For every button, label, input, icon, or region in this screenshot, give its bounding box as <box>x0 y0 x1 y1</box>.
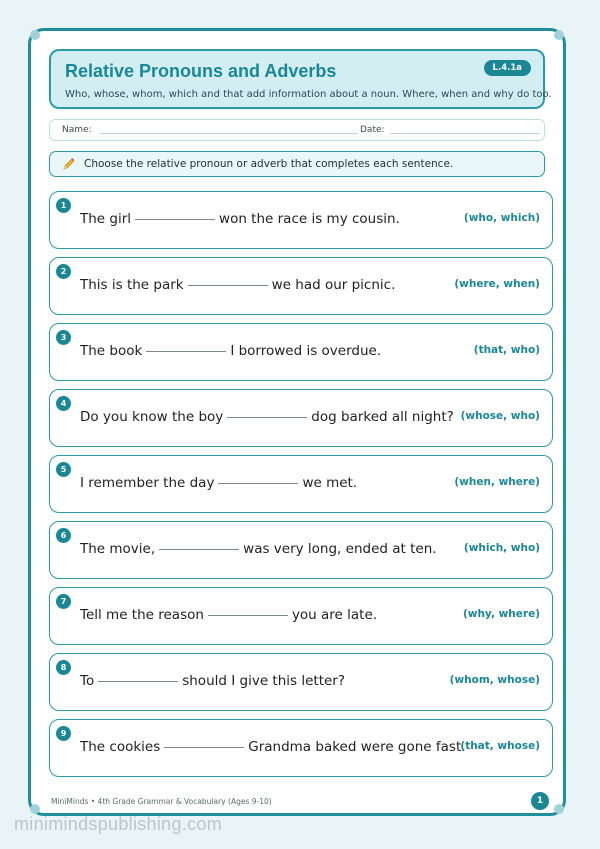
sentence-end: you are late. <box>291 607 378 623</box>
sentence-start: The cookies <box>80 739 161 755</box>
question-sentence <box>80 409 454 425</box>
page-subtitle: Who, whose, whom, which and that add information about a noun. Where, when and why do too. <box>65 89 552 100</box>
corner-dot <box>554 30 564 40</box>
answer-blank[interactable] <box>164 747 244 748</box>
answer-options: (which, who) <box>463 542 540 554</box>
answer-blank[interactable] <box>227 417 307 418</box>
publisher-watermark: minimindspublishing.com <box>14 814 222 834</box>
answer-blank[interactable] <box>208 615 288 616</box>
answer-options: (whom, whose) <box>449 674 540 686</box>
sentence-end: we met. <box>302 475 358 491</box>
sentence-end: should I give this letter? <box>182 673 346 689</box>
question-number: 5 <box>56 462 71 477</box>
question-card <box>49 719 553 777</box>
answer-options: (where, when) <box>454 278 540 290</box>
answer-options: (whose, who) <box>460 410 540 422</box>
instruction-box <box>49 151 545 177</box>
question-sentence <box>80 541 437 557</box>
sentence-start: This is the park <box>80 277 184 293</box>
question-sentence <box>80 673 345 689</box>
corner-dot <box>554 804 564 814</box>
sentence-start: The book <box>80 343 143 359</box>
question-number: 8 <box>56 660 71 675</box>
question-sentence <box>80 343 381 359</box>
page-title: Relative Pronouns and Adverbs <box>65 61 337 81</box>
question-card <box>49 257 553 315</box>
question-sentence <box>80 211 400 227</box>
date-label: Date: <box>360 125 385 135</box>
instruction-text: Choose the relative pronoun or adverb that completes each sentence. <box>84 158 454 170</box>
footer-text: MiniMinds • 4th Grade Grammar & Vocabulary (Ages 9-10) <box>51 797 272 806</box>
question-sentence <box>80 277 395 293</box>
sentence-end: was very long, ended at ten. <box>243 541 437 557</box>
sentence-end: we had our picnic. <box>271 277 396 293</box>
question-card <box>49 323 553 381</box>
sentence-start: The movie, <box>80 541 156 557</box>
question-number: 2 <box>56 264 71 279</box>
question-number: 3 <box>56 330 71 345</box>
name-field[interactable] <box>100 133 358 134</box>
question-number: 9 <box>56 726 71 741</box>
worksheet-page <box>28 28 566 816</box>
sentence-start: To <box>80 673 95 689</box>
pencil-icon <box>62 157 76 171</box>
question-sentence <box>80 475 357 491</box>
answer-options: (that, who) <box>473 344 540 356</box>
answer-options: (who, which) <box>463 212 540 224</box>
answer-options: (when, where) <box>454 476 540 488</box>
question-sentence <box>80 739 466 755</box>
answer-blank[interactable] <box>159 549 239 550</box>
sentence-start: Tell me the reason <box>80 607 204 623</box>
question-number: 6 <box>56 528 71 543</box>
sentence-end: I borrowed is overdue. <box>230 343 382 359</box>
question-card <box>49 389 553 447</box>
question-card <box>49 587 553 645</box>
answer-blank[interactable] <box>135 219 215 220</box>
corner-dot <box>30 30 40 40</box>
sentence-start: I remember the day <box>80 475 215 491</box>
sentence-end: Grandma baked were gone fast. <box>248 739 466 755</box>
question-card <box>49 521 553 579</box>
answer-blank[interactable] <box>146 351 226 352</box>
name-date-row <box>49 119 545 141</box>
answer-options: (why, where) <box>462 608 540 620</box>
standard-code-badge: L.4.1a <box>484 60 531 76</box>
answer-blank[interactable] <box>188 285 268 286</box>
corner-dot <box>30 804 40 814</box>
name-label: Name: <box>62 125 92 135</box>
sentence-end: dog barked all night? <box>311 409 454 425</box>
answer-blank[interactable] <box>98 681 178 682</box>
question-card <box>49 191 553 249</box>
answer-blank[interactable] <box>218 483 298 484</box>
question-number: 1 <box>56 198 71 213</box>
answer-options: (that, whose) <box>460 740 540 752</box>
question-number: 7 <box>56 594 71 609</box>
question-card <box>49 455 553 513</box>
sentence-start: The girl <box>80 211 132 227</box>
sentence-end: won the race is my cousin. <box>219 211 400 227</box>
question-card <box>49 653 553 711</box>
date-field[interactable] <box>390 133 540 134</box>
page-number-badge: 1 <box>531 792 549 810</box>
question-number: 4 <box>56 396 71 411</box>
title-banner <box>49 49 552 109</box>
question-sentence <box>80 607 377 623</box>
sentence-start: Do you know the boy <box>80 409 224 425</box>
